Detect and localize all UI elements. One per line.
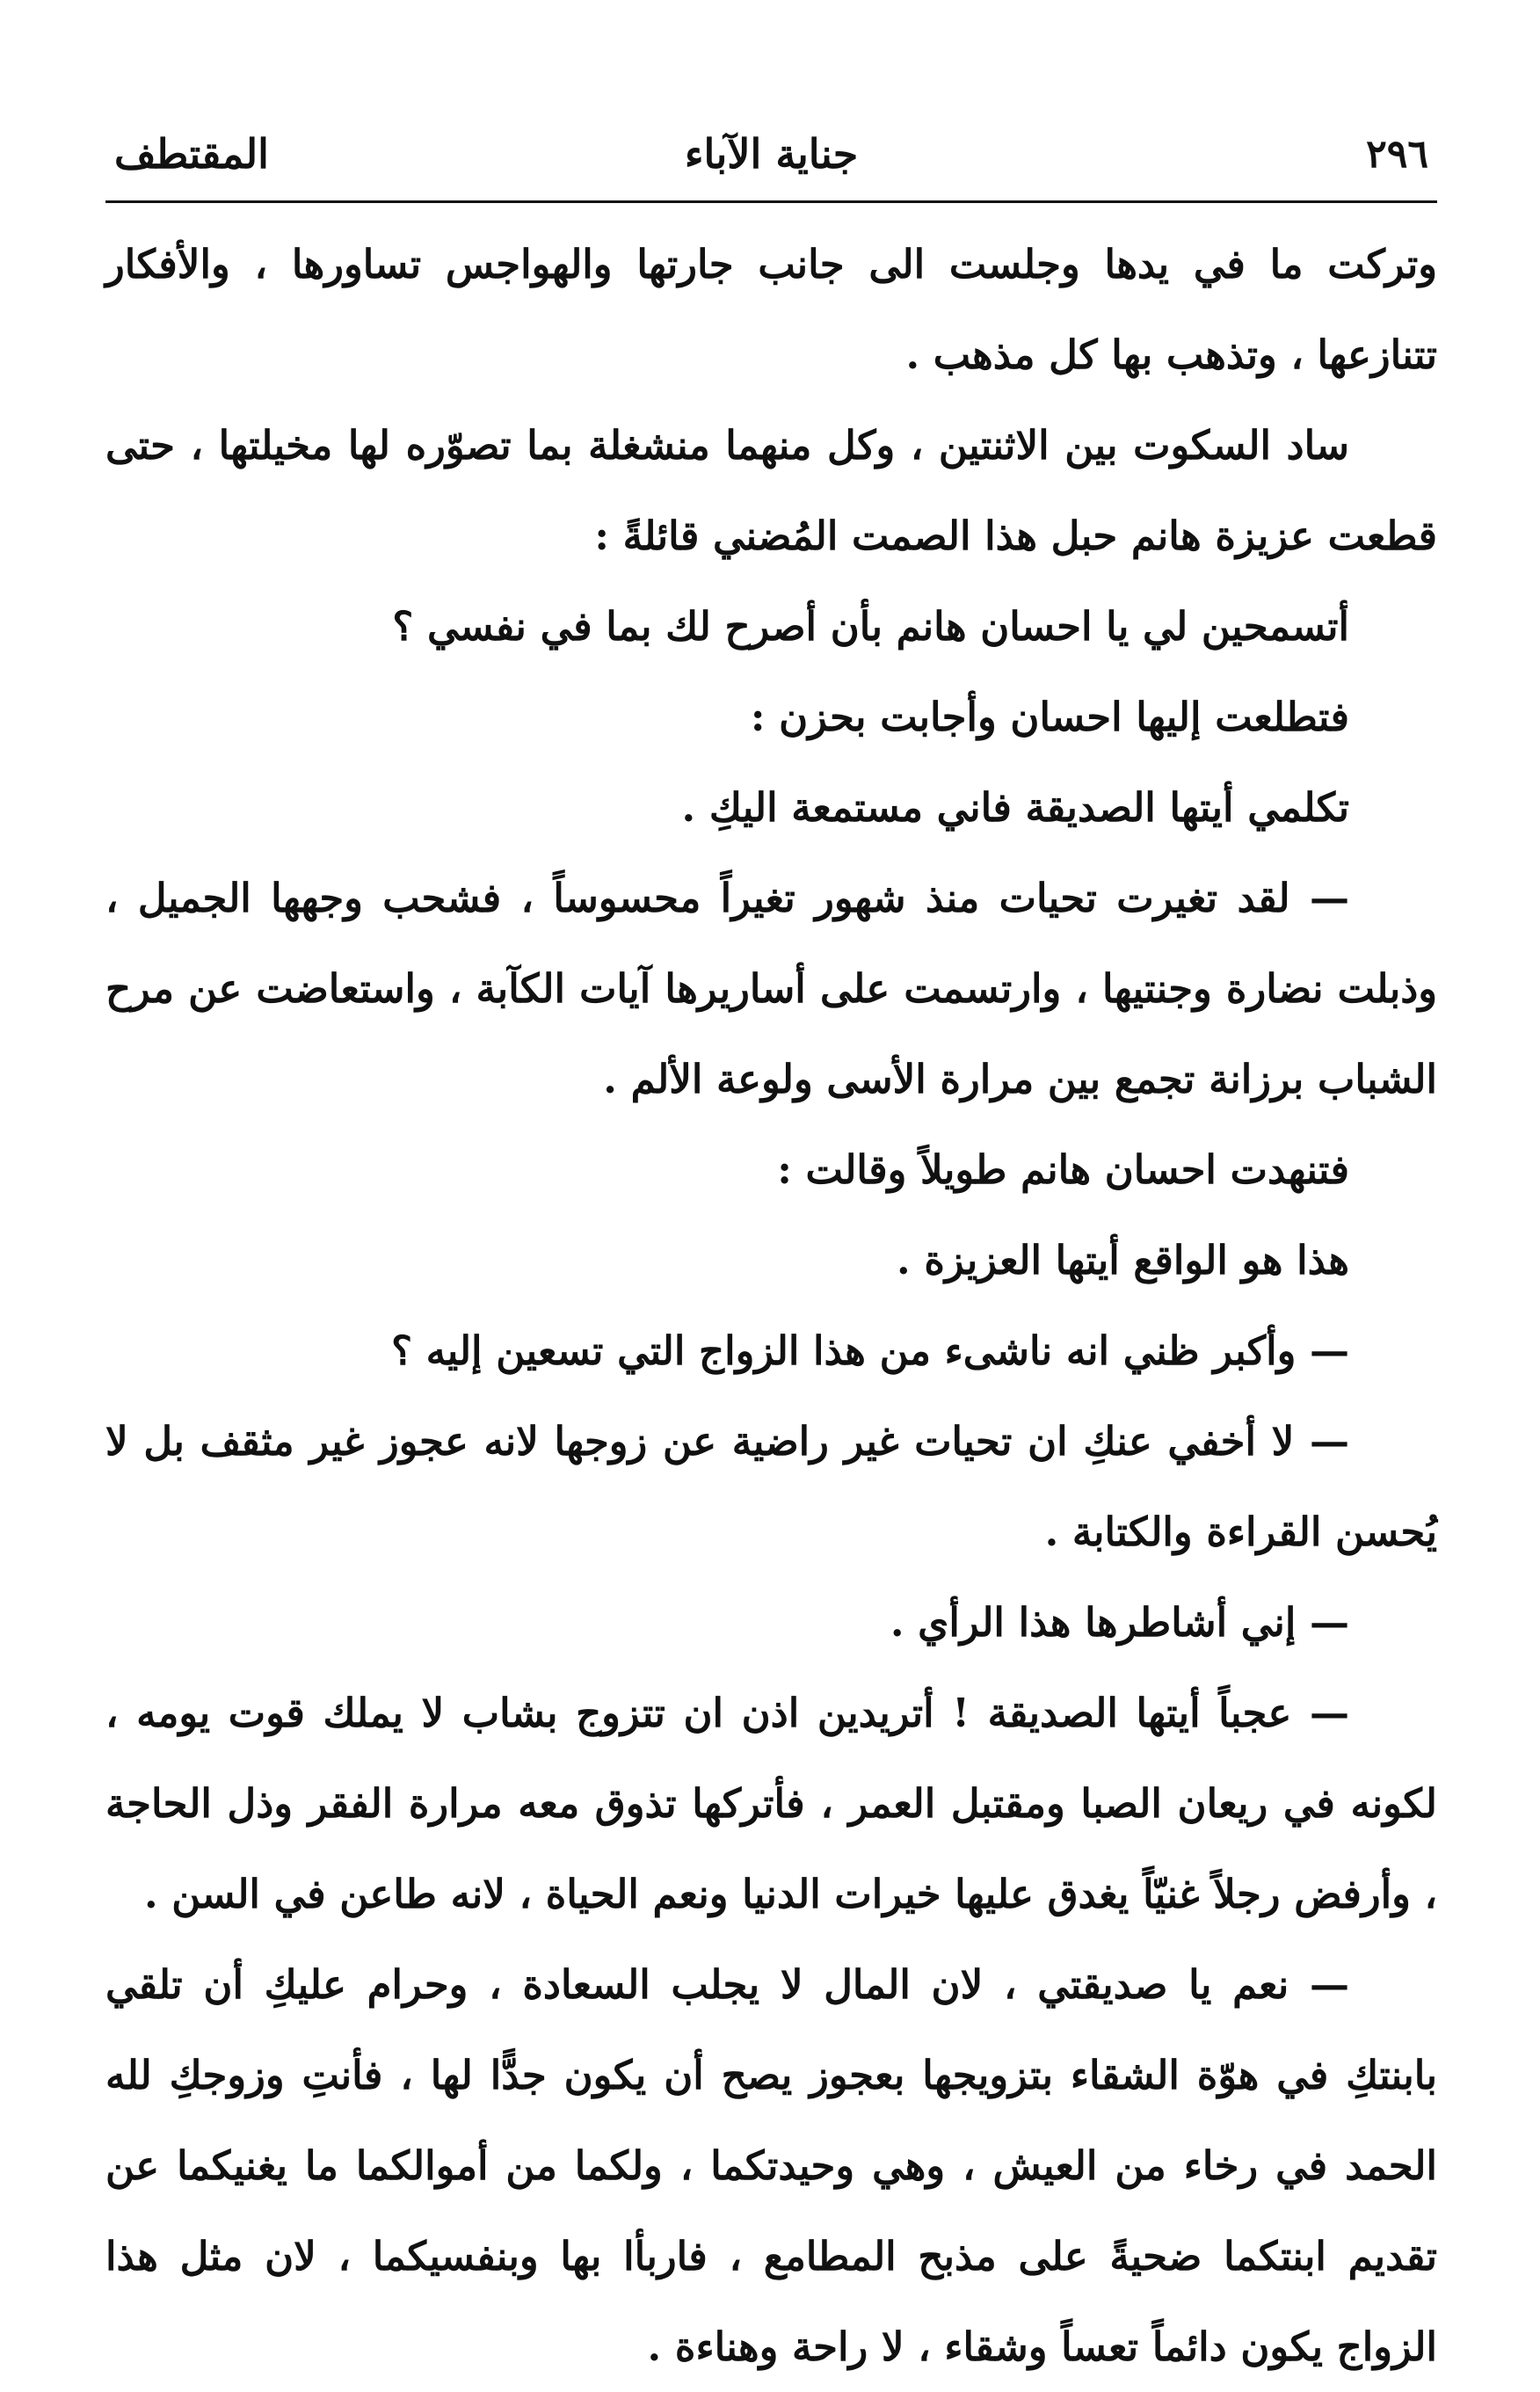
paragraph: — لقد تغيرت تحيات منذ شهور تغيراً محسوساً ، فشحب وجهها الجميل ، وذبلت نضارة وجنتيها ، وارتسمت على أساريرها آيات الكآبة ، واستعاضت عن مرح الشباب برزانة تجمع بين مرارة الأسى ولوعة الألم . bbox=[105, 875, 1437, 1102]
body-text bbox=[105, 219, 1437, 2392]
header-divider bbox=[105, 200, 1437, 203]
paragraph: — لا أخفي عنكِ ان تحيات غير راضية عن زوجها لانه عجوز غير مثقف بل لا يُحسن القراءة والكتابة . bbox=[105, 1418, 1437, 1555]
book-page bbox=[105, 114, 1437, 2370]
paragraph: — وأكبر ظني انه ناشىء من هذا الزواج التي تسعين إليه ؟ bbox=[391, 1327, 1349, 1374]
paragraph: — عجباً أيتها الصديقة ! أتريدين اذن ان تتزوج بشاب لا يملك قوت يومه ، لكونه في ريعان الصبا ومقتبل العمر ، فأتركها تذوق معه مرارة الفقر وذل الحاجة ، وأرفض رجلاً غنيّاً يغدق عليها خيرات الدنيا ونعم الحياة ، لانه طاعن في السن . bbox=[105, 1690, 1437, 1917]
paragraph: فتطلعت إليها احسان وأجابت بحزن : bbox=[750, 694, 1349, 740]
paragraph: — نعم يا صديقتي ، لان المال لا يجلب السعادة ، وحرام عليكِ أن تلقي بابنتكِ في هوّة الشقاء بتزويجها بعجوز يصح أن يكون جدًّا لها ، فأنتِ وزوجكِ لله الحمد في رخاء من العيش ، وهي وحيدتكما ، ولكما من أموالكما ما يغنيكما عن تقديم ابنتكما ضحيةً على مذبح المطامع ، فاربأا بها وبنفسيكما ، لان مثل هذا الزواج يكون دائماً تعساً وشقاء ، لا راحة وهناءة . bbox=[105, 1961, 1437, 2370]
paragraph: وتركت ما في يدها وجلست الى جانب جارتها والهواجس تساورها ، والأفكار تتنازعها ، وتذهب بها كل مذهب . bbox=[105, 241, 1437, 378]
journal-name: المقتطف bbox=[114, 130, 269, 178]
book-title: جناية الآباء bbox=[684, 130, 859, 178]
paragraph: فتنهدت احسان هانم طويلاً وقالت : bbox=[777, 1146, 1349, 1193]
paragraph: هذا هو الواقع أيتها العزيزة . bbox=[897, 1237, 1349, 1283]
page-number: ٢٩٦ bbox=[1366, 131, 1428, 177]
paragraph: تكلمي أيتها الصديقة فاني مستمعة اليكِ . bbox=[681, 784, 1349, 831]
page-header bbox=[105, 114, 1437, 193]
paragraph: ساد السكوت بين الاثنتين ، وكل منهما منشغلة بما تصوّره لها مخيلتها ، حتى قطعت عزيزة هانم حبل هذا الصمت المُضني قائلةً : bbox=[105, 422, 1437, 559]
paragraph: — إني أشاطرها هذا الرأي . bbox=[890, 1599, 1349, 1646]
paragraph: أتسمحين لي يا احسان هانم بأن أصرح لك بما في نفسي ؟ bbox=[392, 603, 1349, 650]
